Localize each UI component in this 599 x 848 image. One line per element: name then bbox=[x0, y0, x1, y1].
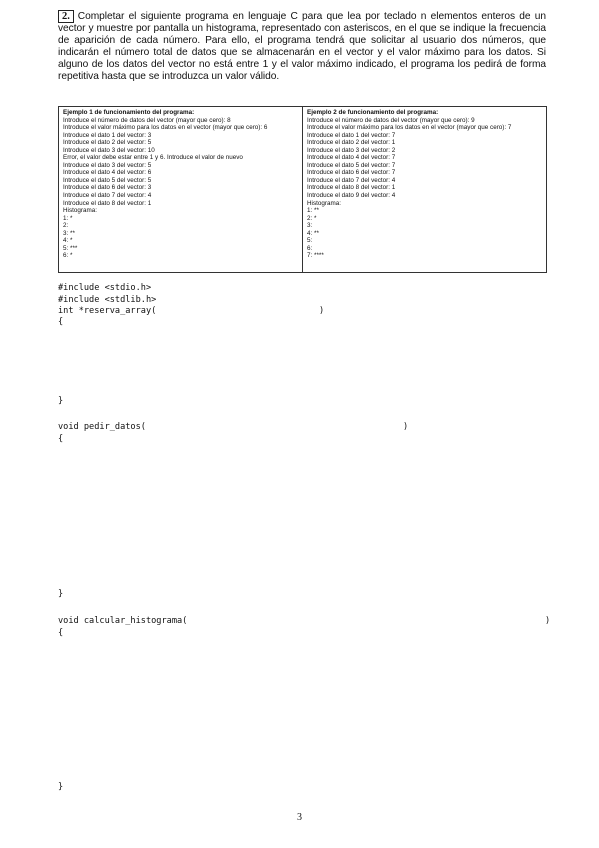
pedir-datos-close-paren: ) bbox=[403, 422, 409, 432]
example-2-line: Introduce el dato 1 del vector: 7 bbox=[307, 131, 396, 139]
reserva-array-close-paren: ) bbox=[319, 306, 325, 316]
example-2-line: Introduce el dato 2 del vector: 1 bbox=[307, 139, 396, 147]
example-1-line: 5: *** bbox=[63, 244, 78, 252]
page-number: 3 bbox=[297, 812, 302, 823]
pedir-datos-signature: void pedir_datos( bbox=[58, 422, 146, 432]
example-2-line: 3: bbox=[307, 222, 313, 230]
example-1-line: 1: * bbox=[63, 214, 73, 222]
example-1-line: 2: bbox=[63, 222, 69, 230]
example-2-line: Introduce el dato 3 del vector: 2 bbox=[307, 146, 396, 154]
example-2-line: Histograma: bbox=[307, 199, 341, 207]
include-stdlib: #include <stdlib.h> bbox=[58, 295, 157, 305]
include-stdio: #include <stdio.h> bbox=[58, 283, 152, 293]
example-1-title: Ejemplo 1 de funcionamiento del programa: bbox=[63, 109, 195, 116]
example-2-line: Introduce el dato 4 del vector: 7 bbox=[307, 154, 396, 162]
example-2-line: 4: ** bbox=[307, 229, 319, 237]
example-2-line: Introduce el dato 5 del vector: 7 bbox=[307, 161, 396, 169]
example-2-line: Introduce el valor máximo para los datos en el vector (mayor que cero): 7 bbox=[307, 124, 512, 132]
example-1-line: Introduce el dato 2 del vector: 5 bbox=[63, 139, 152, 147]
example-2-line: 6: bbox=[307, 244, 313, 252]
question-text: Completar el siguiente programa en lenguaje C para que lea por teclado n elementos enteros de un vector y muestre por pantalla un histograma, representado con asteriscos, en el que se indique la frecuencia de aparición de cada número. Para ello, el programa tendrá que solicitar al usuario dos números, que indicarán el número total de datos que se almacenarán en el vector y el valor máximo para los datos. Si alguno de los datos del vector no está entre 1 y el valor máximo indicado, el programa los pedirá de forma repetitiva hasta que se introduzca un valor válido. bbox=[58, 11, 546, 83]
examples-table bbox=[58, 106, 547, 273]
example-2-line: Introduce el dato 9 del vector: 4 bbox=[307, 192, 396, 200]
reserva-array-signature: int *reserva_array( bbox=[58, 306, 157, 316]
example-2-line: 5: bbox=[307, 237, 313, 245]
example-2-line: 1: ** bbox=[307, 207, 319, 215]
example-1-line: Error, el valor debe estar entre 1 y 6. Introduce el valor de nuevo bbox=[63, 154, 243, 162]
example-1 bbox=[59, 107, 302, 272]
example-1-line: Introduce el dato 4 del vector: 6 bbox=[63, 169, 152, 177]
pedir-datos-close-brace: } bbox=[58, 589, 64, 599]
example-1-line: Introduce el dato 3 del vector: 5 bbox=[63, 161, 152, 169]
example-1-line: Introduce el dato 3 del vector: 10 bbox=[63, 146, 155, 154]
example-2 bbox=[302, 107, 546, 272]
calcular-histograma-signature: void calcular_histograma( bbox=[58, 616, 188, 626]
example-2-line: 2: * bbox=[307, 214, 317, 222]
pedir-datos-open-brace: { bbox=[58, 434, 64, 444]
example-1-line: Introduce el dato 1 del vector: 3 bbox=[63, 131, 152, 139]
example-1-line: Introduce el dato 8 del vector: 1 bbox=[63, 199, 152, 207]
question-statement bbox=[58, 10, 546, 84]
reserva-array-close-brace: } bbox=[58, 396, 64, 406]
calcular-histograma-open-brace: { bbox=[58, 628, 64, 638]
example-2-line: 7: **** bbox=[307, 252, 324, 260]
example-1-line: Introduce el dato 5 del vector: 5 bbox=[63, 176, 152, 184]
example-1-line: Introduce el dato 7 del vector: 4 bbox=[63, 192, 152, 200]
example-1-line: Introduce el dato 6 del vector: 3 bbox=[63, 184, 152, 192]
example-2-line: Introduce el número de datos del vector (mayor que cero): 9 bbox=[307, 116, 475, 124]
example-1-line: Introduce el valor máximo para los datos en el vector (mayor que cero): 6 bbox=[63, 124, 268, 132]
example-1-line: 4: * bbox=[63, 237, 73, 245]
example-2-line: Introduce el dato 7 del vector: 4 bbox=[307, 176, 396, 184]
calcular-histograma-close-paren: ) bbox=[545, 616, 551, 626]
calcular-histograma-close-brace: } bbox=[58, 782, 64, 792]
example-1-line: 3: ** bbox=[63, 229, 75, 237]
question-number: 2. bbox=[58, 10, 74, 23]
example-1-line: 6: * bbox=[63, 252, 73, 260]
example-1-line: Histograma: bbox=[63, 207, 97, 215]
reserva-array-open-brace: { bbox=[58, 317, 64, 327]
example-2-line: Introduce el dato 8 del vector: 1 bbox=[307, 184, 396, 192]
example-1-line: Introduce el número de datos del vector (mayor que cero): 8 bbox=[63, 116, 231, 124]
example-2-title: Ejemplo 2 de funcionamiento del programa: bbox=[307, 109, 439, 116]
example-2-line: Introduce el dato 6 del vector: 7 bbox=[307, 169, 396, 177]
